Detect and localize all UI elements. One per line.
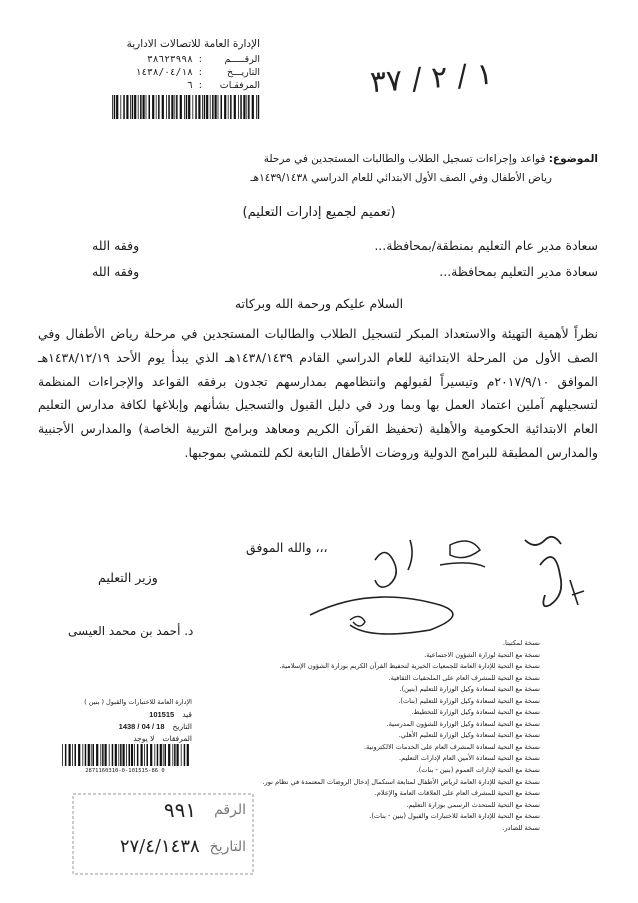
barcode-bar bbox=[174, 95, 175, 119]
barcode-bar bbox=[105, 744, 107, 766]
barcode-bar bbox=[126, 95, 128, 119]
barcode-bar bbox=[240, 95, 242, 119]
greeting: السلام عليكم ورحمة الله وبركاته bbox=[234, 296, 404, 311]
stamp-date-row bbox=[62, 722, 192, 731]
barcode-bar bbox=[230, 95, 232, 119]
addressee-2: سعادة مدير التعليم بمحافظة... bbox=[439, 264, 598, 279]
barcode-bar bbox=[134, 744, 135, 766]
stamp-date-value-2: ٢٧/٤/١٤٣٨ bbox=[119, 836, 200, 857]
stamp-attachments-value: لا يوجد bbox=[133, 734, 155, 743]
barcode-bar bbox=[188, 95, 190, 119]
copy-item: نسخة للصادر. bbox=[502, 823, 540, 832]
signatory-title: وزير التعليم bbox=[98, 570, 158, 585]
date-label: التاريـــخ bbox=[226, 67, 260, 78]
addressee-1-closing: وفقه الله bbox=[92, 238, 140, 253]
barcode-bar bbox=[112, 95, 113, 119]
barcode-bar bbox=[168, 744, 170, 766]
stamp-record-value: 101515 bbox=[149, 710, 175, 719]
copy-item: نسخة مع التحية لسعادة وكيل الوزارة للشؤون المدرسية. bbox=[386, 719, 540, 728]
barcode-bar bbox=[132, 95, 134, 119]
barcode-bar bbox=[65, 744, 67, 766]
barcode-bar bbox=[93, 744, 95, 766]
addressee-1: سعادة مدير عام التعليم بمنطقة/بمحافظة... bbox=[374, 238, 598, 253]
stamp-number-value: ٩٩١ bbox=[163, 798, 197, 822]
barcode-bar bbox=[252, 95, 254, 119]
barcode-bar bbox=[147, 744, 149, 766]
barcode-bar bbox=[224, 95, 226, 119]
stamp-barcode-number: 2871160310-0-101515-86 0 bbox=[85, 768, 165, 774]
barcode-bar bbox=[69, 744, 71, 766]
barcode-bar bbox=[109, 744, 110, 766]
circular-heading: (تعميم لجميع إدارات التعليم) bbox=[242, 205, 396, 220]
barcode-bar bbox=[228, 95, 229, 119]
barcode-bar bbox=[238, 95, 239, 119]
barcode-bar bbox=[82, 744, 83, 766]
barcode-bar bbox=[88, 744, 90, 766]
barcode-bar bbox=[206, 95, 208, 119]
barcode-bar bbox=[246, 95, 247, 119]
barcode-bar bbox=[158, 95, 160, 119]
copy-item: نسخة مع التحية للمشرف العام على الملحقيات الثقافية. bbox=[388, 673, 540, 682]
stamp-attachments-row bbox=[62, 734, 192, 743]
stamp-record-row bbox=[62, 710, 192, 719]
subject-label: الموضوع: bbox=[548, 153, 598, 165]
handwritten-number: ١ / ٢ / ٣٧ bbox=[368, 56, 494, 101]
barcode-bar bbox=[85, 744, 87, 766]
copy-item: نسخة مع التحية لوزارة الشؤون الاجتماعية. bbox=[424, 650, 540, 659]
barcode-bar bbox=[96, 744, 98, 766]
header-barcode bbox=[110, 95, 260, 119]
barcode-bar bbox=[100, 744, 101, 766]
barcode-bar bbox=[195, 95, 197, 119]
copy-item: نسخة مع التحية للمشرف العام على العلاقات العامة والإعلام. bbox=[374, 789, 540, 798]
barcode-bar bbox=[137, 744, 139, 766]
barcode-bar bbox=[184, 95, 185, 119]
incoming-number-stamp bbox=[65, 788, 260, 878]
barcode-bar bbox=[116, 95, 118, 119]
barcode-bar bbox=[187, 744, 189, 766]
stamp-record-label: قيد bbox=[182, 710, 192, 719]
letter-body: نظراً لأهمية التهيئة والاستعداد المبكر لتسجيل الطلاب والطالبات المستجدين في مرحلة رياض الأطفال وفي الصف الأول من المرحلة الابتدائية للعام الدراسي القادم ١٤٣٨/١٤٣٩هـ الذي يبدأ يوم الأحد ١٤٣٨/١٢/١٩هـ الموافق ٢٠١٧/٩/١٠م وتيسيراً لقبولهم وانتظامهم بمدارسهم تجدون برفقه القواعد والإجراءات المنظمة لتسجيلهم آملين اعتماد العمل بها وبما ورد في دليل القبول والتسجيل بشأنهم وإبلاغها لكافة مدارس التعليم العام الابتدائية الحكومية والأهلية (تحفيظ القرآن الكريم ومعاهد وبرامج التربية الخاصة) والمدارس الأجنبية والمدارس المطبقة للبرامج الدولية وروضات الأطفال التابعة لكم للتمشي بموجبها. bbox=[38, 326, 598, 460]
barcode-bar bbox=[157, 744, 159, 766]
stamp-date-label-2: التاريخ bbox=[209, 838, 246, 855]
barcode-bar bbox=[72, 744, 73, 766]
stamp-department: الإدارة العامة للاختبارات والقبول ( بنين ) bbox=[84, 698, 192, 706]
copy-item: نسخة مع التحية للإدارة العامة للجمعيات الخيرية لتحفيظ القرآن الكريم بوزارة الشؤون الإسلامية. bbox=[279, 662, 540, 671]
barcode-bar bbox=[123, 95, 125, 119]
barcode-bar bbox=[218, 95, 219, 119]
barcode-bar bbox=[172, 744, 173, 766]
subject-line-2: رياض الأطفال وفي الصف الأول الابتدائي للعام الدراسي ١٤٣٩/١٤٣٨هـ bbox=[250, 172, 552, 184]
date-row: التاريـــخ : ١٤٣٨/٠٤/١٨ bbox=[135, 67, 260, 78]
barcode-bar bbox=[174, 744, 176, 766]
ref-number-value: ٣٨٦٢٣٩٩٨ bbox=[147, 54, 193, 65]
barcode-bar bbox=[163, 744, 164, 766]
issuing-department: الإدارة العامة للاتصالات الادارية bbox=[126, 38, 260, 50]
barcode-bar bbox=[123, 744, 125, 766]
barcode-bar bbox=[212, 95, 214, 119]
barcode-bar bbox=[171, 95, 173, 119]
closing-phrase: والله الموفق ،،، bbox=[246, 540, 328, 555]
barcode-bar bbox=[160, 744, 162, 766]
barcode-bar bbox=[181, 744, 182, 766]
copy-item: نسخة مع التحية لسعادة وكيل الوزارة للتعليم الأهلي. bbox=[398, 731, 540, 740]
barcode-bar bbox=[144, 744, 145, 766]
ref-number-label: الرقـــــم bbox=[224, 54, 260, 65]
barcode-bar bbox=[129, 744, 131, 766]
copy-item: نسخة مع التحية لسعادة وكيل الوزارة للتعليم (بنات). bbox=[398, 696, 540, 705]
barcode-bar bbox=[130, 95, 131, 119]
attachments-row: المرفقـات : ٦ bbox=[187, 80, 260, 91]
barcode-bar bbox=[165, 744, 167, 766]
copy-item: نسخة مع التحية لسعادة وكيل الوزارة للتعليم (بنين). bbox=[399, 685, 540, 694]
barcode-bar bbox=[152, 95, 154, 119]
barcode-bar bbox=[149, 95, 151, 119]
barcode-bar bbox=[78, 744, 80, 766]
barcode-bar bbox=[150, 744, 152, 766]
barcode-bar bbox=[118, 744, 119, 766]
barcode-bar bbox=[166, 95, 167, 119]
copy-item: نسخة مع التحية لإدارات العموم (بنين - بنات). bbox=[416, 766, 540, 775]
barcode-bar bbox=[176, 95, 178, 119]
barcode-bar bbox=[156, 95, 157, 119]
barcode-bar bbox=[204, 95, 206, 119]
attachments-label: المرفقـات bbox=[219, 80, 260, 91]
barcode-bar bbox=[62, 744, 63, 766]
barcode-bar bbox=[120, 95, 121, 119]
barcode-bar bbox=[154, 744, 155, 766]
barcode-bar bbox=[243, 95, 245, 119]
barcode-bar bbox=[114, 95, 116, 119]
barcode-bar bbox=[192, 95, 193, 119]
barcode-bar bbox=[162, 95, 164, 119]
attachments-value: ٦ bbox=[187, 80, 193, 91]
barcode-bar bbox=[143, 95, 145, 119]
copy-item: نسخة مع التحية للإدارة العامة لرياض الأطفال لمتابعة استكمال إدخال الروضات المعتمدة في نظام نور. bbox=[262, 777, 540, 786]
barcode-bar bbox=[146, 95, 147, 119]
copy-item: نسخة مع التحية للإدارة العامة للاختبارات والقبول (بنين - بنات). bbox=[369, 812, 540, 821]
copy-item: نسخة مع التحية لسعادة المشرف العام على الخدمات الالكترونية. bbox=[364, 742, 540, 751]
stamp-attachments-label: المرفقات bbox=[162, 734, 192, 743]
barcode-bar bbox=[75, 744, 77, 766]
barcode-bar bbox=[126, 744, 127, 766]
barcode-bar bbox=[234, 95, 236, 119]
subject-line-1: قواعد وإجراءات تسجيل الطلاب والطالبات المستجدين في مرحلة bbox=[263, 153, 546, 165]
barcode-bar bbox=[186, 95, 188, 119]
stamp-date-value: 1438 / 04 / 18 bbox=[118, 722, 165, 731]
barcode-bar bbox=[258, 95, 260, 119]
barcode-bar bbox=[112, 744, 114, 766]
barcode-bar bbox=[140, 95, 142, 119]
barcode-bar bbox=[115, 744, 117, 766]
barcode-bar bbox=[141, 744, 143, 766]
copy-item: نسخة مع التحية للمتحدث الرسمي بوزارة التعليم. bbox=[406, 800, 540, 809]
barcode-bar bbox=[248, 95, 250, 119]
barcode-bar bbox=[177, 744, 179, 766]
copy-item: نسخة مع التحية لسعادة الأمين العام لإدارات التعليم. bbox=[399, 754, 540, 763]
barcode-bar bbox=[215, 95, 217, 119]
barcode-bar bbox=[202, 95, 203, 119]
copy-item: نسخة مع التحية لسعادة وكيل الوزارة للتخطيط. bbox=[411, 708, 540, 717]
barcode-bar bbox=[120, 744, 122, 766]
barcode-bar bbox=[221, 95, 223, 119]
date-value: ١٤٣٨/٠٤/١٨ bbox=[135, 67, 193, 78]
signatory-name: د. أحمد بن محمد العيسى bbox=[68, 624, 194, 638]
barcode-bar bbox=[256, 95, 257, 119]
barcode-bar bbox=[210, 95, 211, 119]
copy-item: نسخة لمكتبنا. bbox=[502, 639, 540, 647]
barcode-bar bbox=[91, 744, 92, 766]
barcode-bar bbox=[184, 744, 186, 766]
stamp-barcode bbox=[60, 744, 190, 766]
barcode-bar bbox=[131, 744, 133, 766]
ref-number-row: الرقـــــم : ٣٨٦٢٣٩٩٨ bbox=[147, 54, 260, 65]
barcode-bar bbox=[198, 95, 200, 119]
barcode-bar bbox=[180, 95, 182, 119]
barcode-bar bbox=[138, 95, 139, 119]
stamp-date-label: التاريخ bbox=[172, 722, 192, 731]
barcode-bar bbox=[134, 95, 136, 119]
stamp-number-label: الرقم bbox=[214, 802, 246, 818]
subject-block bbox=[38, 150, 598, 188]
addressee-2-closing: وفقه الله bbox=[92, 264, 140, 279]
barcode-bar bbox=[102, 744, 104, 766]
barcode-bar bbox=[168, 95, 170, 119]
